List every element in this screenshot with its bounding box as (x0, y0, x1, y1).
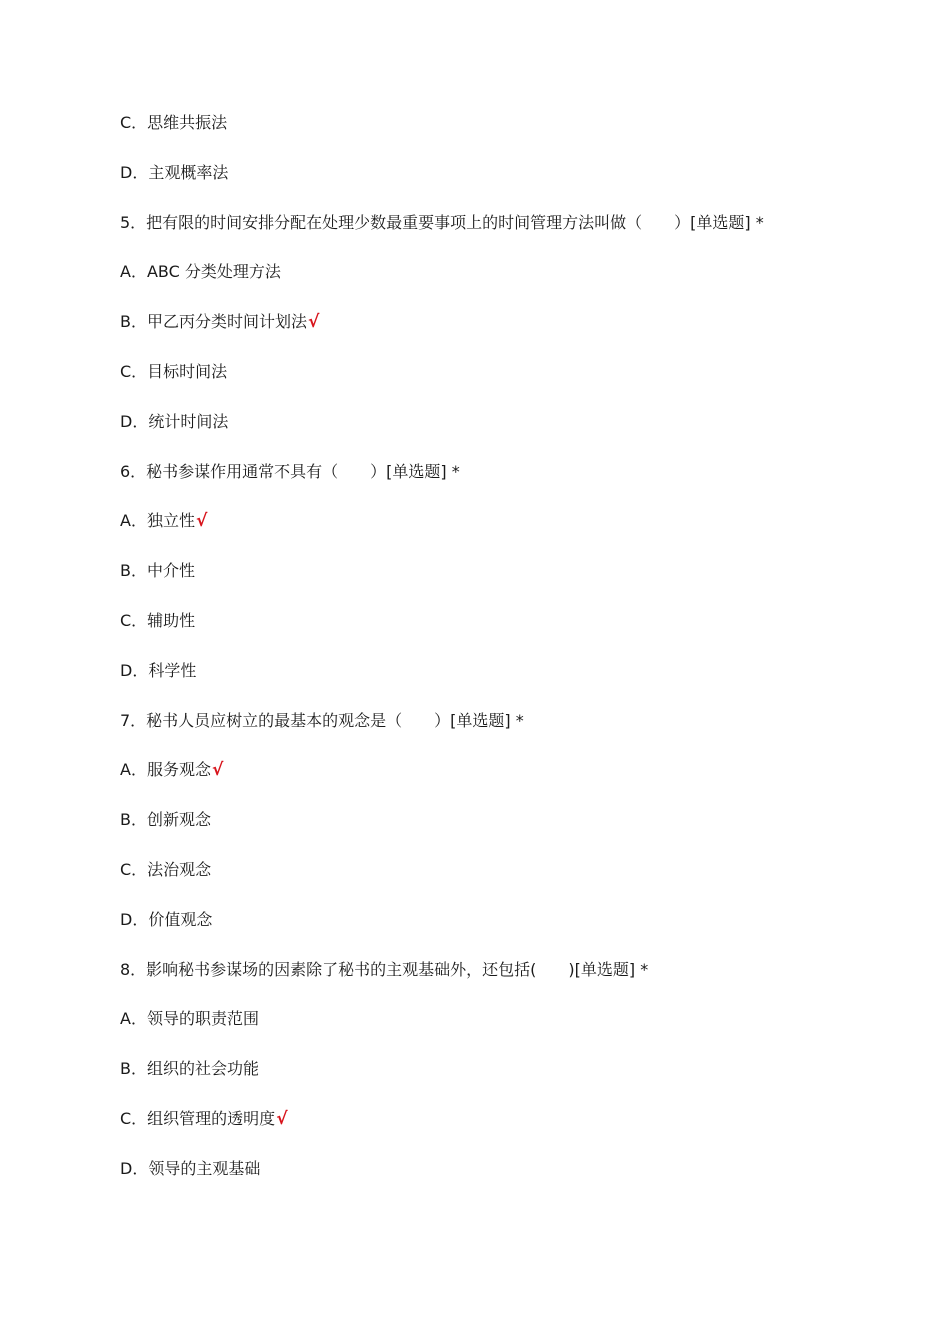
check-mark-icon: √ (307, 312, 320, 332)
option-text (120, 659, 196, 683)
line-label: 6．秘书参谋作用通常不具有（ ）[单选题] * (120, 462, 460, 481)
line-label: C．目标时间法 (120, 362, 228, 381)
option-text (120, 260, 281, 284)
option-text (120, 858, 211, 882)
line-label: 8．影响秘书参谋场的因素除了秘书的主观基础外，还包括( )[单选题] * (120, 960, 649, 979)
option-text (120, 908, 212, 932)
question-text (120, 460, 460, 484)
question-text (120, 958, 648, 982)
option-text (120, 559, 195, 583)
line-label: 7．秘书人员应树立的最基本的观念是（ ）[单选题] * (120, 711, 524, 730)
line-label: C．组织管理的透明度 (120, 1109, 276, 1128)
line-label: A．服务观念 (120, 760, 211, 779)
option-text (120, 1107, 288, 1131)
line-label: B．甲乙丙分类时间计划法 (120, 312, 307, 331)
line-label: A．ABC 分类处理方法 (120, 262, 281, 281)
line-label: D．领导的主观基础 (120, 1159, 261, 1178)
line-label: D．价值观念 (120, 910, 213, 929)
line-label: B．创新观念 (120, 810, 211, 829)
question-text (120, 211, 764, 235)
option-text (120, 609, 195, 633)
question-text (120, 709, 524, 733)
line-label: C．思维共振法 (120, 113, 228, 132)
line-label: D．主观概率法 (120, 163, 229, 182)
option-text (120, 1057, 259, 1081)
check-mark-icon: √ (276, 1109, 288, 1129)
option-text (120, 360, 227, 384)
option-text (120, 111, 227, 135)
option-text (120, 758, 223, 782)
line-label: D．科学性 (120, 661, 197, 680)
line-label: A．独立性 (120, 511, 195, 530)
line-label: C．法治观念 (120, 860, 212, 879)
option-text (120, 1157, 260, 1181)
line-label: B．组织的社会功能 (120, 1059, 259, 1078)
option-text (120, 1007, 259, 1031)
line-label: D．统计时间法 (120, 412, 229, 431)
check-mark-icon: √ (211, 760, 224, 780)
line-label: 5．把有限的时间安排分配在处理少数最重要事项上的时间管理方法叫做（ ）[单选题] * (120, 213, 764, 232)
line-label: C．辅助性 (120, 611, 196, 630)
option-text (120, 410, 228, 434)
check-mark-icon: √ (195, 511, 208, 531)
option-text (120, 509, 207, 533)
option-text (120, 161, 228, 185)
option-text (120, 310, 319, 334)
option-text (120, 808, 211, 832)
line-label: B．中介性 (120, 561, 195, 580)
line-label: A．领导的职责范围 (120, 1009, 259, 1028)
